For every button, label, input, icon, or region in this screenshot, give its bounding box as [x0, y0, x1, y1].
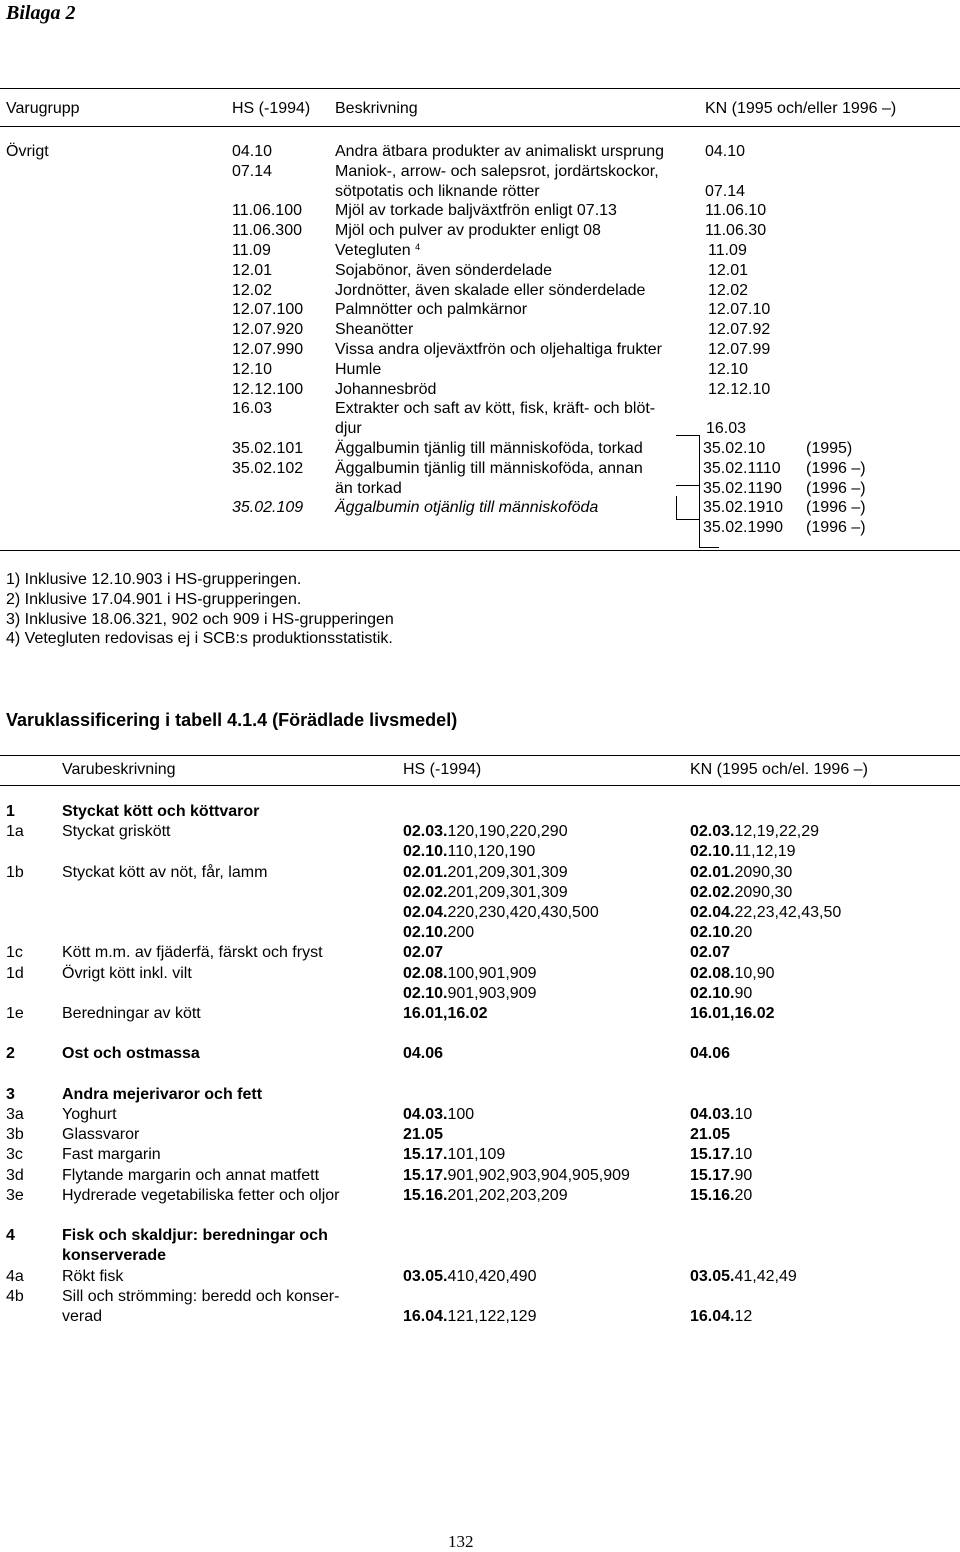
hs-code: 12.12.100	[232, 380, 304, 398]
table2-header-rule	[0, 785, 960, 786]
kn-code-prefix: 21.05	[690, 1126, 731, 1144]
hs-code-prefix: 02.10.	[403, 984, 448, 1002]
kn-code-prefix: 15.16.	[690, 1186, 735, 1204]
table2-top-rule	[0, 755, 960, 756]
hs-code-prefix: 04.06	[403, 1045, 444, 1063]
hs-code-prefix: 21.05	[403, 1126, 444, 1144]
hs-code-prefix: 16.01,16.02	[403, 1005, 488, 1022]
kn-code-prefix: 02.04.	[690, 904, 735, 921]
row-description: Beredningar av kött	[62, 1005, 201, 1022]
hs-code-suffix: 100	[447, 1106, 475, 1123]
row-code: 3a	[6, 1106, 24, 1123]
kn-code-suffix: 2090,30	[734, 883, 793, 901]
hs-code	[403, 1105, 474, 1125]
row-code: 1e	[6, 1005, 24, 1022]
row-description: Styckat griskött	[62, 823, 171, 841]
hs-code-suffix: 101,109	[447, 1146, 506, 1164]
description: Äggalbumin tjänlig till människoföda, annan	[335, 459, 643, 477]
table1-bottom-rule	[0, 550, 960, 551]
hs-code: 07.14	[232, 162, 273, 180]
kn-year: (1996 –)	[806, 459, 866, 477]
kn-year: (1996 –)	[806, 519, 866, 537]
row-code: 3d	[6, 1166, 24, 1184]
row-code: 1d	[6, 964, 24, 982]
row-description: Ost och ostmassa	[62, 1045, 200, 1063]
description: Vetegluten $^4$	[335, 242, 421, 259]
t2-header-hs: HS (-1994)	[403, 761, 482, 778]
row-description: Övrigt kött inkl. vilt	[62, 964, 192, 982]
hs-code	[403, 943, 443, 963]
t2-header-varubeskrivning: Varubeskrivning	[62, 761, 176, 778]
hs-code: 12.07.100	[232, 301, 304, 319]
kn-code-suffix: 22,23,42,43,50	[734, 904, 842, 921]
hs-code: 12.07.920	[232, 321, 304, 339]
row-description: Sill och strömming: beredd och konser-	[62, 1287, 340, 1305]
hs-code-suffix: 220,230,420,430,500	[447, 904, 599, 921]
kn-code: 12.07.10	[708, 301, 771, 319]
section-title: Varuklassificering i tabell 4.1.4 (Förädlade livsmedel)	[6, 710, 458, 730]
kn-code	[690, 984, 752, 1004]
kn-code-prefix: 02.10.	[690, 924, 735, 942]
hs-code	[403, 863, 568, 883]
hs-code	[403, 1145, 505, 1165]
kn-code-suffix: 2090,30	[734, 863, 793, 881]
row-code: 4	[6, 1227, 15, 1245]
footnote: 3) Inklusive 18.06.321, 902 och 909 i HS-grupperingen	[6, 610, 394, 628]
row-description: Styckat kött och köttvaror	[62, 803, 260, 820]
hs-code	[403, 964, 536, 984]
kn-code	[690, 1186, 752, 1206]
hs-code-suffix: 110,120,190	[447, 843, 536, 861]
row-code: 4b	[6, 1287, 24, 1305]
kn-code-prefix: 02.07	[690, 944, 731, 962]
kn-code-prefix: 02.10.	[690, 984, 735, 1002]
row-code: 1b	[6, 863, 24, 881]
kn-code-prefix: 04.06	[690, 1045, 731, 1063]
row-code: 1c	[6, 944, 23, 962]
description: Jordnötter, även skalade eller sönderdelade	[335, 281, 646, 299]
kn-code: 35.02.1110	[703, 459, 781, 477]
hs-code-prefix: 15.16.	[403, 1186, 448, 1204]
description: Johannesbröd	[335, 380, 437, 398]
hs-code-prefix: 15.17.	[403, 1146, 448, 1164]
hs-code	[403, 883, 568, 903]
hs-code-suffix: 120,190,220,290	[447, 823, 568, 841]
kn-year: (1996 –)	[806, 479, 866, 497]
footnote-ref: 4	[415, 242, 421, 252]
row-code: 3b	[6, 1126, 24, 1144]
description: Mjöl och pulver av produkter enligt 08	[335, 222, 601, 240]
bracket-line	[699, 435, 700, 548]
kn-code: 12.02	[708, 281, 749, 299]
row-description: Rökt fisk	[62, 1267, 124, 1285]
row-description: konserverade	[62, 1247, 167, 1265]
bracket-line	[676, 435, 700, 436]
t2-header-kn: KN (1995 och/el. 1996 –)	[690, 761, 868, 778]
hs-code	[403, 903, 599, 923]
hs-code-suffix: 201,209,301,309	[447, 863, 568, 881]
kn-code: 35.02.1990	[703, 519, 784, 537]
row-code: 1a	[6, 823, 24, 841]
row-description: Andra mejerivaror och fett	[62, 1085, 263, 1103]
hs-code	[403, 842, 535, 862]
hs-code	[403, 1166, 630, 1186]
row-description: Yoghurt	[62, 1106, 117, 1123]
hs-code	[403, 1307, 536, 1327]
description: Äggalbumin otjänlig till människoföda	[335, 499, 599, 517]
hs-code: 11.09	[232, 242, 271, 259]
row-code: 4a	[6, 1267, 24, 1285]
bracket-line	[676, 485, 700, 486]
row-description: Hydrerade vegetabiliska fetter och oljor	[62, 1186, 340, 1204]
kn-code-suffix: 11,12,19	[734, 843, 796, 861]
kn-code-suffix: 20	[734, 924, 753, 942]
description: Äggalbumin tjänlig till människoföda, torkad	[335, 440, 643, 457]
description: Humle	[335, 360, 382, 378]
kn-code: 12.07.99	[708, 341, 771, 358]
kn-code: 12.01	[708, 261, 749, 279]
kn-code	[690, 1166, 752, 1186]
kn-code-suffix: 12,19,22,29	[734, 823, 820, 841]
description: Extrakter och saft av kött, fisk, kräft- och blöt-	[335, 400, 656, 418]
kn-code-prefix: 15.17.	[690, 1146, 735, 1164]
hs-code	[403, 1004, 488, 1024]
bracket-line	[676, 496, 677, 520]
hs-code: 35.02.101	[232, 440, 304, 457]
table1-header-rule	[0, 126, 960, 127]
kn-code: 12.10	[708, 360, 749, 378]
row-description: verad	[62, 1308, 103, 1325]
kn-code	[690, 923, 752, 943]
page-number: 132	[448, 1532, 474, 1551]
kn-code-suffix: 41,42,49	[734, 1267, 797, 1285]
hs-code-suffix: 901,902,903,904,905,909	[447, 1166, 630, 1184]
kn-code-prefix: 15.17.	[690, 1166, 735, 1184]
description: Sojabönor, även sönderdelade	[335, 261, 553, 279]
hs-code	[403, 1125, 443, 1145]
kn-code	[690, 1267, 797, 1287]
t1-header-hs: HS (-1994)	[232, 100, 311, 117]
kn-code: 35.02.10	[703, 440, 766, 457]
kn-code	[690, 1044, 730, 1064]
kn-code	[690, 863, 792, 883]
hs-code-suffix: 121,122,129	[447, 1308, 537, 1325]
page-title: Bilaga 2	[6, 2, 76, 24]
hs-code-suffix: 200	[447, 924, 475, 942]
kn-code: 11.06.10	[705, 202, 767, 220]
hs-code: 35.02.109	[232, 499, 304, 517]
hs-code: 12.10	[232, 360, 273, 378]
hs-code-prefix: 02.04.	[403, 904, 448, 921]
hs-code: 04.10	[232, 143, 273, 160]
description: Mjöl av torkade baljväxtfrön enligt 07.13	[335, 202, 617, 220]
row-description: Fisk och skaldjur: beredningar och	[62, 1227, 328, 1245]
kn-code-prefix: 16.01,16.02	[690, 1005, 775, 1022]
hs-code	[403, 1044, 443, 1064]
kn-code: 35.02.1910	[703, 499, 784, 517]
kn-code-prefix: 02.01.	[690, 863, 735, 881]
hs-code-prefix: 02.02.	[403, 883, 448, 901]
hs-code: 11.06.100	[232, 202, 302, 220]
kn-code-suffix: 10,90	[734, 964, 775, 982]
t1-group: Övrigt	[6, 143, 49, 160]
kn-year: (1996 –)	[806, 499, 866, 517]
row-description: Styckat kött av nöt, får, lamm	[62, 863, 268, 881]
description: Vissa andra oljeväxtfrön och oljehaltiga frukter	[335, 341, 662, 358]
hs-code: 12.07.990	[232, 341, 304, 358]
kn-code	[690, 1145, 752, 1165]
kn-code	[690, 964, 775, 984]
kn-code: 04.10	[705, 143, 746, 160]
kn-code-suffix: 10	[734, 1146, 753, 1164]
row-code: 1	[6, 803, 15, 820]
kn-code-prefix: 04.03.	[690, 1106, 735, 1123]
hs-code-suffix: 100,901,909	[447, 964, 537, 982]
hs-code	[403, 1267, 536, 1287]
kn-code	[690, 1105, 752, 1125]
t1-header-kn: KN (1995 och/eller 1996 –)	[705, 100, 897, 117]
hs-code: 12.01	[232, 261, 273, 279]
row-code: 3e	[6, 1186, 24, 1204]
kn-code	[690, 943, 730, 963]
kn-year: (1995)	[806, 440, 853, 457]
hs-code-suffix: 201,202,203,209	[447, 1186, 568, 1204]
bracket-line	[676, 519, 700, 520]
hs-code: 12.02	[232, 281, 273, 299]
row-description: Glassvaror	[62, 1126, 140, 1144]
hs-code-prefix: 02.08.	[403, 964, 448, 982]
kn-code-suffix: 10	[734, 1106, 753, 1123]
row-description: Kött m.m. av fjäderfä, färskt och fryst	[62, 944, 323, 962]
kn-code-prefix: 02.08.	[690, 964, 735, 982]
kn-code	[690, 822, 819, 842]
footnote: 2) Inklusive 17.04.901 i HS-grupperingen.	[6, 590, 302, 608]
hs-code	[403, 822, 568, 842]
kn-code	[690, 1125, 730, 1145]
hs-code-suffix: 410,420,490	[447, 1267, 537, 1285]
hs-code: 35.02.102	[232, 459, 304, 477]
kn-code-suffix: 12	[734, 1308, 753, 1325]
table1-top-rule	[0, 88, 960, 89]
hs-code-prefix: 02.10.	[403, 924, 448, 942]
footnote: 1) Inklusive 12.10.903 i HS-grupperingen.	[6, 571, 302, 588]
hs-code: 16.03	[232, 400, 273, 418]
bracket-line	[699, 547, 719, 548]
hs-code: 11.06.300	[232, 222, 302, 240]
kn-code-prefix: 03.05.	[690, 1267, 735, 1285]
kn-code	[690, 1004, 775, 1024]
kn-code	[690, 883, 792, 903]
description: djur	[335, 420, 362, 438]
description: Palmnötter och palmkärnor	[335, 301, 528, 319]
kn-code: 16.03	[706, 420, 747, 438]
description: Sheanötter	[335, 321, 414, 339]
hs-code-prefix: 02.10.	[403, 843, 448, 861]
description: sötpotatis och liknande rötter	[335, 182, 540, 200]
row-code: 2	[6, 1045, 15, 1063]
kn-code: 35.02.1190	[703, 479, 782, 497]
kn-code-prefix: 02.02.	[690, 883, 735, 901]
hs-code	[403, 1186, 568, 1206]
row-code: 3c	[6, 1146, 23, 1164]
footnote: 4) Vetegluten redovisas ej i SCB:s produktionsstatistik.	[6, 630, 393, 648]
t1-header-beskrivning: Beskrivning	[335, 100, 418, 117]
kn-code-suffix: 90	[734, 984, 753, 1002]
kn-code: 11.06.30	[705, 222, 767, 240]
kn-code-prefix: 16.04.	[690, 1308, 735, 1325]
row-description: Flytande margarin och annat matfett	[62, 1166, 320, 1184]
hs-code-prefix: 15.17.	[403, 1166, 448, 1184]
hs-code-prefix: 04.03.	[403, 1106, 448, 1123]
kn-code-prefix: 02.10.	[690, 843, 735, 861]
description: Andra ätbara produkter av animaliskt ursprung	[335, 143, 665, 160]
hs-code-prefix: 02.01.	[403, 863, 448, 881]
hs-code-prefix: 02.03.	[403, 823, 448, 841]
kn-code-suffix: 20	[734, 1186, 753, 1204]
hs-code-prefix: 03.05.	[403, 1267, 448, 1285]
kn-code: 07.14	[705, 182, 746, 200]
t1-header-varugrupp: Varugrupp	[6, 100, 80, 117]
description: Maniok-, arrow- och salepsrot, jordärtskockor,	[335, 162, 659, 180]
description: än torkad	[335, 479, 402, 497]
hs-code-prefix: 02.07	[403, 944, 444, 962]
kn-code	[690, 903, 841, 923]
hs-code-suffix: 901,903,909	[447, 984, 537, 1002]
hs-code-prefix: 16.04.	[403, 1308, 448, 1325]
kn-code: 12.12.10	[708, 380, 771, 398]
hs-code	[403, 984, 536, 1004]
kn-code: 11.09	[708, 242, 747, 259]
row-code: 3	[6, 1085, 15, 1103]
kn-code: 12.07.92	[708, 321, 771, 339]
kn-code	[690, 842, 796, 862]
kn-code-suffix: 90	[734, 1166, 753, 1184]
row-description: Fast margarin	[62, 1146, 161, 1164]
kn-code	[690, 1307, 752, 1327]
kn-code-prefix: 02.03.	[690, 823, 735, 841]
hs-code	[403, 923, 474, 943]
hs-code-suffix: 201,209,301,309	[447, 883, 568, 901]
